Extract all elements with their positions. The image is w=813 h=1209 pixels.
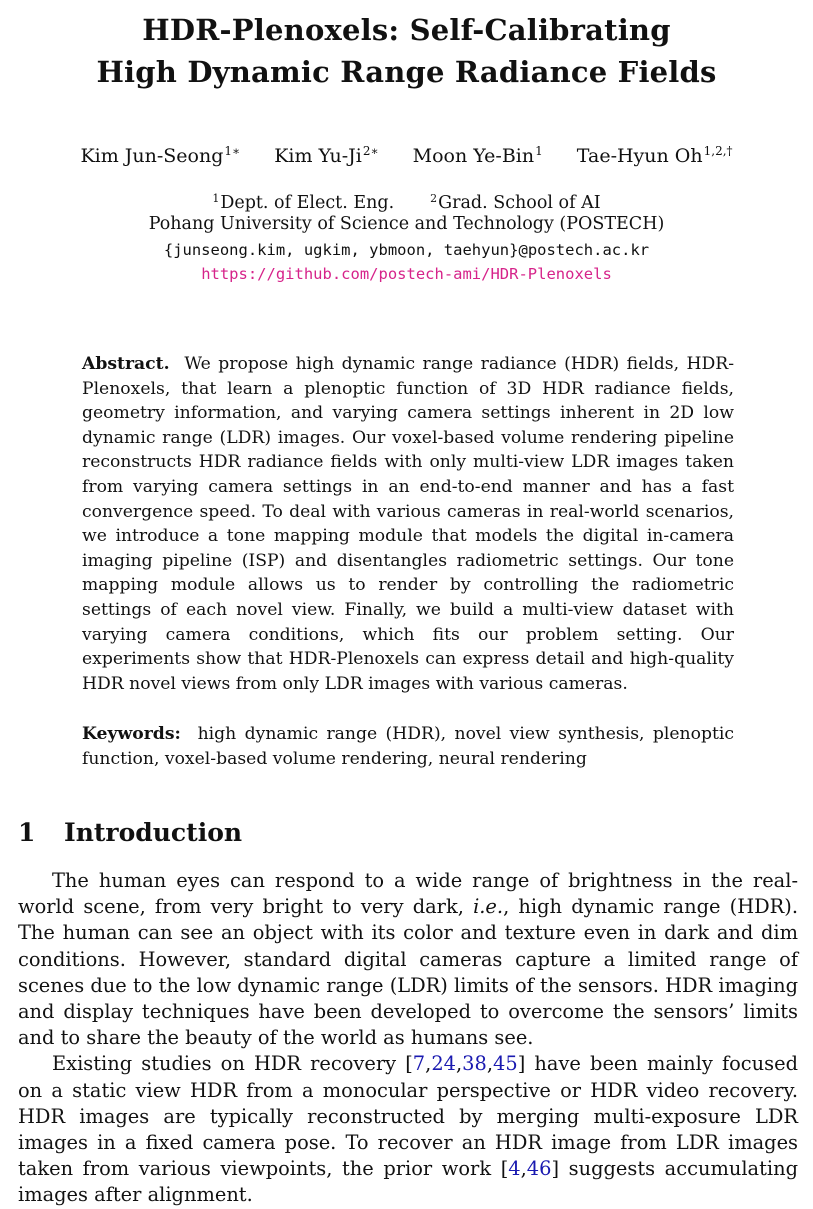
email-domain: @postech.ac.kr: [518, 241, 650, 259]
abstract-text: We propose high dynamic range radiance (HDR) fields, HDR-Plenoxels, that learn a plenoptic function of 3D HDR radiance fields, geometry information, and varying camera settings inherent in 2D low dynamic range (LDR) images. Our voxel-based volume rendering pipeline reconstructs HDR radiance fields with only multi-view LDR images taken from varying camera settings in an end-to-end manner and has a fast convergence speed. To deal with various cameras in real-world scenarios, we introduce a tone mapping module that models the digital in-camera imaging pipeline (ISP) and disentangles radiometric settings. Our tone mapping module allows us to render by controlling the radiometric settings of each novel view. Finally, we build a multi-view dataset with varying camera conditions, which fits our problem setting. Our experiments show that HDR-Plenoxels can express detail and high-quality HDR novel views from only LDR images with various cameras.: [82, 354, 734, 694]
author-1: [80, 145, 240, 167]
affiliations: [0, 187, 813, 215]
email-addresses[interactable]: {junseong.kim, ugkim, ybmoon, taehyun}@postech.ac.kr: [163, 241, 650, 259]
section-number: 1: [18, 818, 36, 847]
author-name: Kim Jun-Seong: [80, 145, 224, 167]
affiliation-text: Dept. of Elect. Eng.: [220, 193, 395, 213]
author-affiliation-mark: 1,2,†: [703, 144, 733, 158]
citation-link[interactable]: 4: [508, 1157, 521, 1181]
author-2: [274, 145, 378, 167]
abstract: [82, 352, 734, 696]
paragraph-text: suggests accumulating images after alignment.: [18, 1157, 798, 1207]
paper-title-line-1: HDR-Plenoxels: Self-Calibrating: [142, 13, 671, 47]
project-url-link[interactable]: https://github.com/postech-ami/HDR-Plenoxels: [201, 265, 612, 283]
citation-link[interactable]: 46: [526, 1157, 552, 1181]
affiliation-mark: 2: [430, 192, 438, 205]
affiliation-1: [212, 193, 394, 213]
paragraph-text: Existing studies on HDR recovery: [52, 1052, 406, 1076]
citation-link[interactable]: 24: [431, 1052, 456, 1076]
author-4: [577, 145, 733, 167]
keywords-text: high dynamic range (HDR), novel view synthesis, plenoptic function, voxel-based volume rendering, neural rendering: [82, 724, 734, 769]
paragraph-text: , high dynamic range (HDR). The human can see an object with its color and texture even in dark and dim conditions. However, standard digital cameras capture a limited range of scenes due to the low dynamic range (LDR) limits of the sensors. HDR imaging and display techniques have been developed to overcome the sensors’ limits and to share the beauty of the world as humans see.: [18, 895, 798, 1050]
author-affiliation-mark: 2∗: [362, 144, 379, 158]
author-affiliation-mark: 1: [535, 144, 543, 158]
author-list: [0, 138, 813, 169]
author-name: Kim Yu-Ji: [274, 145, 362, 167]
paragraph-italic: i.e.: [473, 895, 504, 919]
affiliation-2: [430, 193, 601, 213]
paragraph-text: The human eyes can respond to a wide range of brightness in the real-world scene, from very bright to very dark,: [18, 869, 798, 919]
paragraph-1: [18, 868, 798, 1051]
author-name: Tae-Hyun Oh: [576, 145, 703, 167]
paragraph-2: Existing studies on HDR recovery [7,24,38,45] have been mainly focused on a static view HDR from a monocular perspective or HDR video recovery. HDR images are typically reconstructed by merging multi-exposure LDR images in a fixed camera pose. To recover an HDR image from LDR images taken from various viewpoints, the prior work [4,46] suggests accumulating images after alignment.: [18, 1052, 798, 1207]
university: Pohang University of Science and Technology (POSTECH): [148, 214, 665, 234]
author-affiliation-mark: 1∗: [224, 144, 241, 158]
email-names: junseong.kim, ugkim, ybmoon, taehyun: [173, 241, 510, 259]
citation-link[interactable]: 38: [462, 1052, 487, 1076]
section-title: Introduction: [64, 818, 243, 847]
author-3: [413, 145, 543, 167]
introduction-body: [18, 868, 798, 1209]
paragraph-text: have been mainly focused on a static view HDR from a monocular perspective or HDR video recovery. HDR images are typically reconstructed by merging multi-exposure LDR images in a fixed camera pose. To recover an HDR image from LDR images taken from various viewpoints, the prior work: [18, 1052, 798, 1181]
abstract-label: Abstract.: [82, 354, 170, 374]
citation-link[interactable]: 45: [493, 1052, 518, 1076]
citation-link[interactable]: 7: [412, 1052, 426, 1076]
keywords: [82, 722, 734, 771]
author-name: Moon Ye-Bin: [412, 145, 535, 167]
paper-title-line-2: High Dynamic Range Radiance Fields: [96, 55, 717, 89]
keywords-label: Keywords:: [82, 724, 181, 744]
affiliation-text: Grad. School of AI: [438, 193, 601, 213]
section-heading: [18, 815, 242, 851]
affiliation-mark: 1: [212, 192, 220, 205]
